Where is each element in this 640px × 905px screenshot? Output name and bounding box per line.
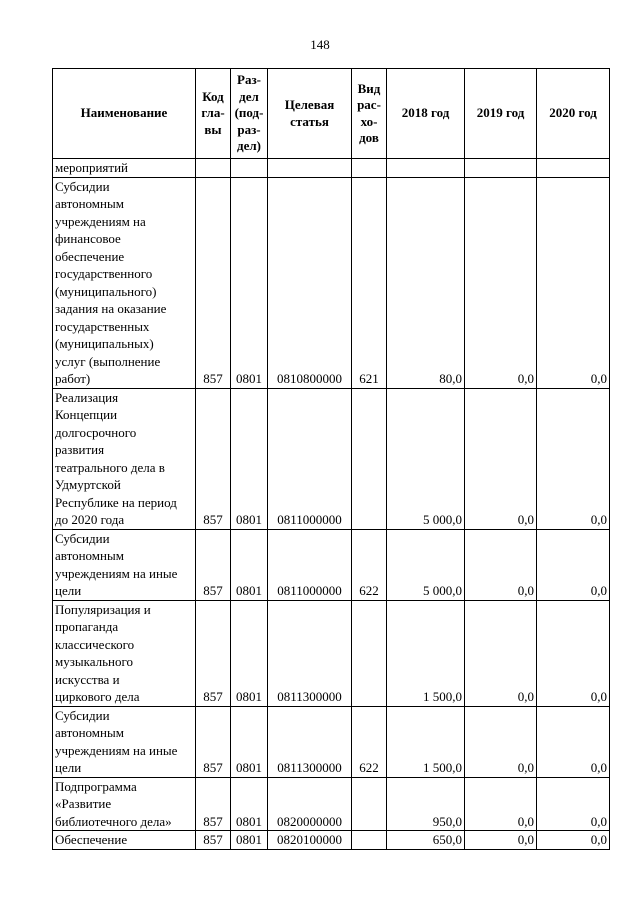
header-2020: 2020 год bbox=[537, 69, 610, 159]
row-target: 0810800000 bbox=[268, 177, 352, 388]
row-code: 857 bbox=[196, 831, 231, 850]
row-code: 857 bbox=[196, 600, 231, 706]
table-row bbox=[53, 388, 610, 529]
row-2019: 0,0 bbox=[465, 706, 537, 777]
page-number: 148 bbox=[310, 37, 330, 52]
row-section: 0801 bbox=[231, 177, 268, 388]
budget-table bbox=[52, 68, 610, 850]
row-name: Обеспечение bbox=[53, 831, 196, 850]
row-2018: 650,0 bbox=[387, 831, 465, 850]
table-row bbox=[53, 159, 610, 178]
row-name: Популяризация и пропаганда классического музыкального искусства и циркового дела bbox=[53, 600, 196, 706]
row-2020: 0,0 bbox=[537, 177, 610, 388]
row-code: 857 bbox=[196, 177, 231, 388]
row-2020: 0,0 bbox=[537, 529, 610, 600]
row-section: 0801 bbox=[231, 600, 268, 706]
row-2020: 0,0 bbox=[537, 706, 610, 777]
row-section: 0801 bbox=[231, 388, 268, 529]
row-target: 0811000000 bbox=[268, 529, 352, 600]
row-2019: 0,0 bbox=[465, 529, 537, 600]
table-row bbox=[53, 177, 610, 388]
row-2018: 80,0 bbox=[387, 177, 465, 388]
row-target: 0811000000 bbox=[268, 388, 352, 529]
row-kind bbox=[352, 777, 387, 831]
row-2019: 0,0 bbox=[465, 831, 537, 850]
header-target: Целевая статья bbox=[268, 69, 352, 159]
row-code: 857 bbox=[196, 529, 231, 600]
table-row bbox=[53, 706, 610, 777]
row-kind: 622 bbox=[352, 529, 387, 600]
row-code: 857 bbox=[196, 777, 231, 831]
row-2019: 0,0 bbox=[465, 388, 537, 529]
row-kind bbox=[352, 831, 387, 850]
row-target bbox=[268, 159, 352, 178]
row-section: 0801 bbox=[231, 529, 268, 600]
row-2020 bbox=[537, 159, 610, 178]
header-code: Код гла- вы bbox=[196, 69, 231, 159]
row-target: 0811300000 bbox=[268, 706, 352, 777]
table-row bbox=[53, 529, 610, 600]
row-name: мероприятий bbox=[53, 159, 196, 178]
header-row bbox=[53, 69, 610, 159]
row-name: Реализация Концепции долгосрочного развития театрального дела в Удмуртской Республике на период до 2020 года bbox=[53, 388, 196, 529]
row-kind: 621 bbox=[352, 177, 387, 388]
row-target: 0820100000 bbox=[268, 831, 352, 850]
row-2018: 950,0 bbox=[387, 777, 465, 831]
row-2019: 0,0 bbox=[465, 777, 537, 831]
row-name: Подпрограмма «Развитие библиотечного дела» bbox=[53, 777, 196, 831]
header-name: Наименование bbox=[53, 69, 196, 159]
header-2019: 2019 год bbox=[465, 69, 537, 159]
row-target: 0811300000 bbox=[268, 600, 352, 706]
row-code bbox=[196, 159, 231, 178]
row-kind bbox=[352, 600, 387, 706]
row-2020: 0,0 bbox=[537, 388, 610, 529]
row-2019: 0,0 bbox=[465, 600, 537, 706]
row-name: Субсидии автономным учреждениям на иные цели bbox=[53, 706, 196, 777]
header-section: Раз- дел (под- раз- дел) bbox=[231, 69, 268, 159]
row-name: Субсидии автономным учреждениям на иные цели bbox=[53, 529, 196, 600]
row-section bbox=[231, 159, 268, 178]
row-2018 bbox=[387, 159, 465, 178]
table-row bbox=[53, 777, 610, 831]
row-2020: 0,0 bbox=[537, 600, 610, 706]
row-2018: 1 500,0 bbox=[387, 706, 465, 777]
row-2018: 1 500,0 bbox=[387, 600, 465, 706]
row-2020: 0,0 bbox=[537, 831, 610, 850]
row-section: 0801 bbox=[231, 831, 268, 850]
row-kind bbox=[352, 388, 387, 529]
row-section: 0801 bbox=[231, 706, 268, 777]
row-2020: 0,0 bbox=[537, 777, 610, 831]
row-section: 0801 bbox=[231, 777, 268, 831]
row-kind bbox=[352, 159, 387, 178]
header-2018: 2018 год bbox=[387, 69, 465, 159]
table-row bbox=[53, 831, 610, 850]
header-kind: Вид рас- хо- дов bbox=[352, 69, 387, 159]
row-2018: 5 000,0 bbox=[387, 388, 465, 529]
table-row bbox=[53, 600, 610, 706]
row-code: 857 bbox=[196, 388, 231, 529]
row-kind: 622 bbox=[352, 706, 387, 777]
row-target: 0820000000 bbox=[268, 777, 352, 831]
row-2018: 5 000,0 bbox=[387, 529, 465, 600]
row-2019: 0,0 bbox=[465, 177, 537, 388]
row-code: 857 bbox=[196, 706, 231, 777]
row-name: Субсидии автономным учреждениям на финансовое обеспечение государственного (муниципального) задания на оказание государственных (муниципальных) услуг (выполнение работ) bbox=[53, 177, 196, 388]
row-2019 bbox=[465, 159, 537, 178]
